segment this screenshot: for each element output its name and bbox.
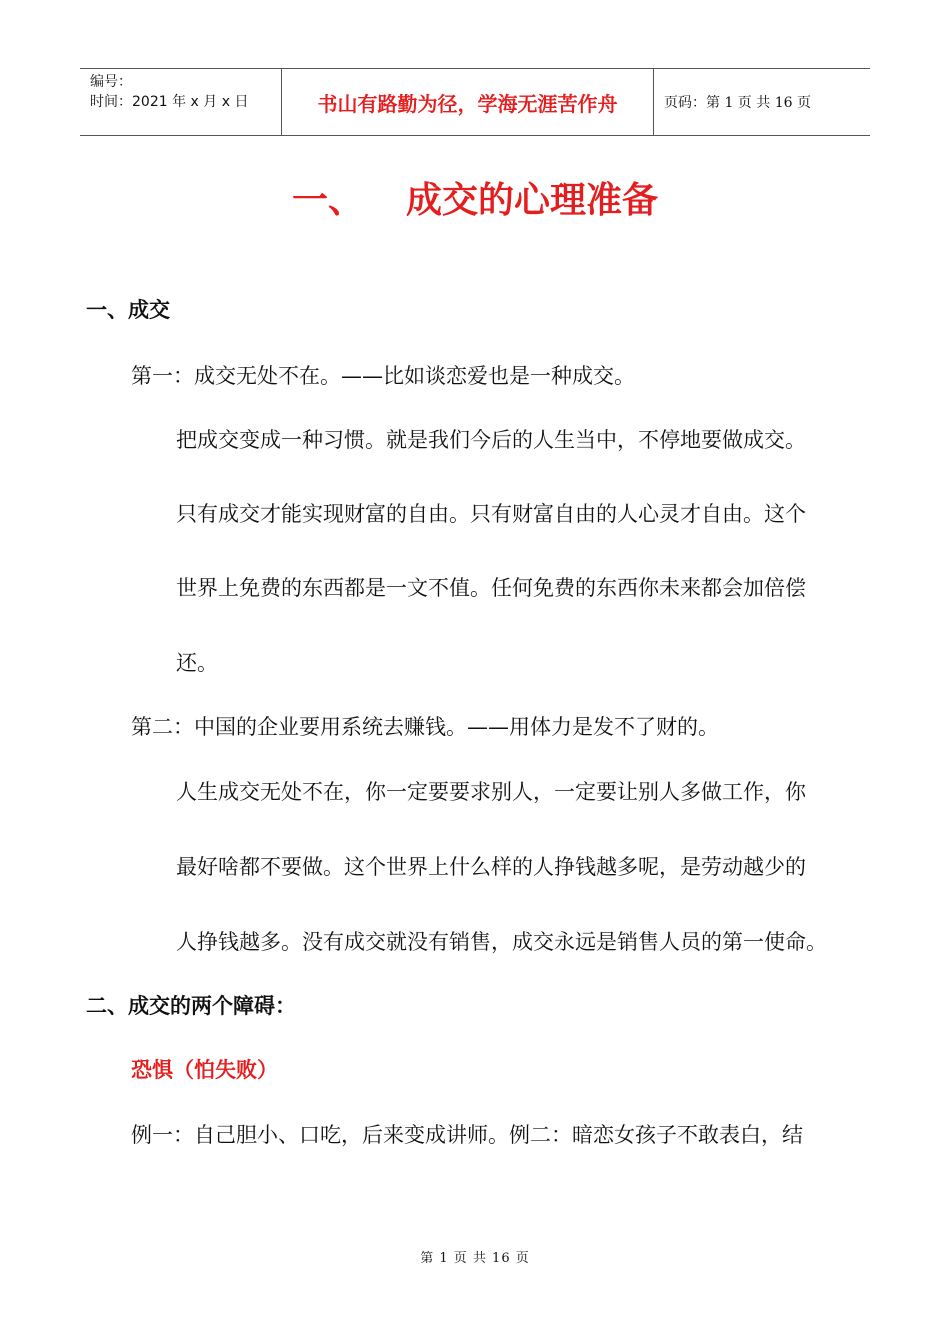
paragraph: 世界上免费的东西都是一文不值。任何免费的东西你未来都会加倍偿 [176,576,806,600]
paragraph: 把成交变成一种习惯。就是我们今后的人生当中，不停地要做成交。 [176,428,806,452]
paragraph: 第二：中国的企业要用系统去赚钱。——用体力是发不了财的。 [131,715,719,739]
paragraph: 只有成交才能实现财富的自由。只有财富自由的人心灵才自由。这个 [176,502,806,526]
header-table [80,68,870,136]
sub-heading: 恐惧（怕失败） [131,1058,278,1082]
number-label: 编号： [90,74,132,90]
paragraph: 人挣钱越多。没有成交就没有销售，成交永远是销售人员的第一使命。 [176,930,827,954]
document-title [0,172,950,223]
title-number: 一、 [291,180,364,221]
header-page-info: 页码：第 1 页 共 16 页 [664,95,811,111]
paragraph: 第一：成交无处不在。——比如谈恋爱也是一种成交。 [131,364,635,388]
title-text: 成交的心理准备 [406,180,659,221]
paragraph: 最好啥都不要做。这个世界上什么样的人挣钱越多呢，是劳动越少的 [176,855,806,879]
paragraph: 例一：自己胆小、口吃，后来变成讲师。例二：暗恋女孩子不敢表白，结 [131,1123,803,1147]
page-footer: 第 1 页 共 16 页 [420,1251,530,1266]
header-meta [80,69,281,135]
header-motto: 书山有路勤为径，学海无涯苦作舟 [281,69,654,135]
section-heading-2: 二、成交的两个障碍： [86,994,296,1018]
paragraph: 还。 [176,651,218,675]
section-heading-1: 一、成交 [86,298,170,322]
time-label: 时间：2021 年 x 月 x 日 [90,94,249,110]
paragraph: 人生成交无处不在，你一定要要求别人，一定要让别人多做工作，你 [176,780,806,804]
